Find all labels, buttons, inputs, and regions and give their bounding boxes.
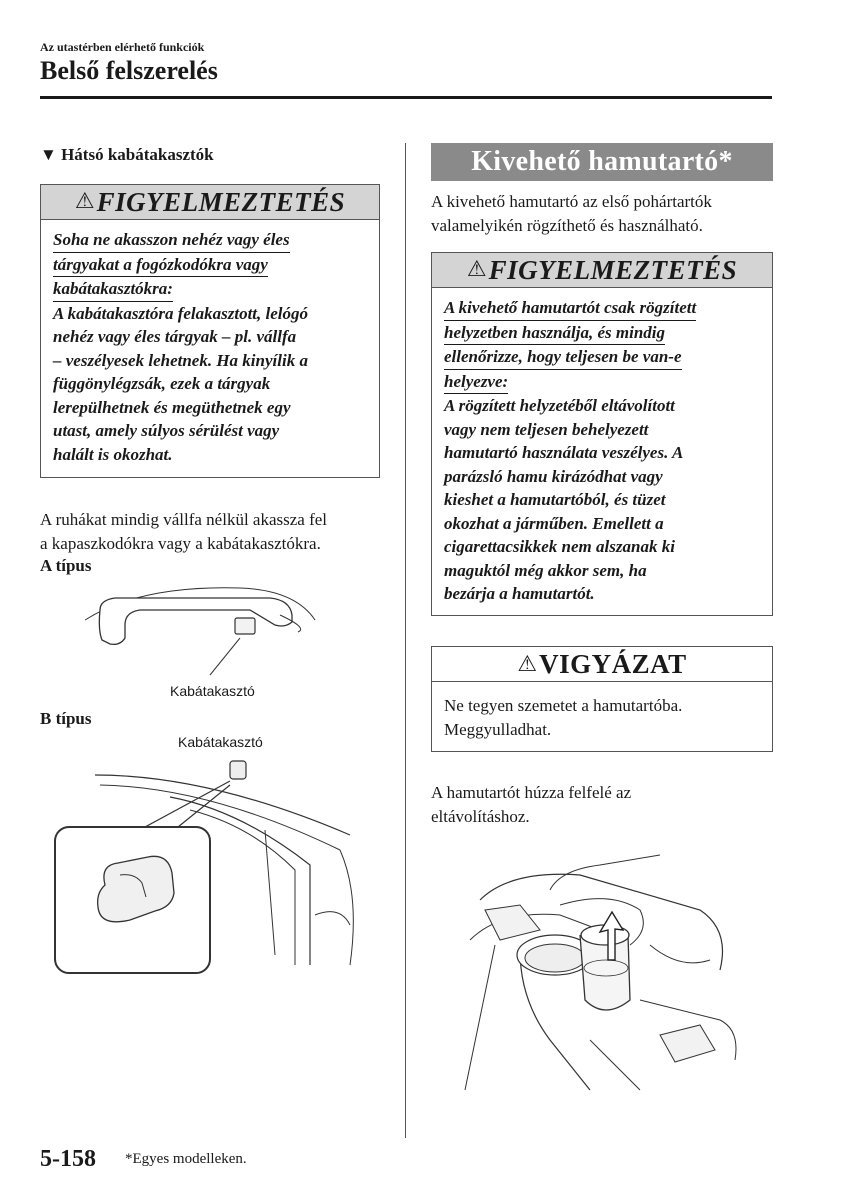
paragraph-line: A ruhákat mindig vállfa nélkül akassza fel bbox=[40, 510, 328, 529]
warning-header bbox=[41, 185, 379, 220]
warning-text-line: – veszélyesek lehetnek. Ha kinyílik a bbox=[53, 350, 308, 370]
warning-triangle-icon: ⚠ bbox=[466, 257, 487, 282]
warning-lead-line: helyezve: bbox=[444, 370, 508, 395]
warning-text-line: hamutartó használata veszélyes. A bbox=[444, 443, 684, 462]
subheading-coat-hooks bbox=[40, 145, 214, 165]
warning-text-line: halált is okozhat. bbox=[53, 444, 173, 464]
paragraph-line: valamelyikén rögzíthető és használható. bbox=[431, 216, 703, 235]
warning-title: FIGYELMEZTETÉS bbox=[96, 186, 346, 217]
warning-lead-line: A kivehető hamutartót csak rögzített bbox=[444, 296, 696, 321]
warning-text-line: okozhat a járműben. Emellett a bbox=[444, 513, 664, 533]
warning-text-line: A kabátakasztóra felakasztott, lelógó bbox=[53, 303, 309, 323]
type-b-label: B típus bbox=[40, 709, 92, 728]
warning-header bbox=[432, 253, 772, 288]
type-b-caption: Kabátakasztó bbox=[178, 734, 263, 750]
warning-text-line: vagy nem teljesen behelyezett bbox=[444, 419, 649, 439]
warning-text-line: bezárja a hamutartót. bbox=[444, 584, 595, 603]
type-a-illustration bbox=[80, 580, 340, 685]
warning-box-coat-hooks bbox=[40, 184, 380, 478]
warning-text-line: függönylégzsák, ezek a tárgyak bbox=[53, 374, 271, 393]
warning-text-line: parázsló hamu kirázódhat vagy bbox=[444, 466, 663, 486]
paragraph-hang-clothes bbox=[40, 508, 327, 556]
section-label: Az utastérben elérhető funkciók bbox=[40, 40, 205, 54]
warning-lead-line: ellenőrizze, hogy teljesen be van-e bbox=[444, 345, 682, 370]
ashtray-intro bbox=[431, 190, 712, 238]
removal-instruction bbox=[431, 781, 631, 829]
triangle-down-icon: ▼ bbox=[40, 145, 57, 164]
type-b-illustration bbox=[50, 755, 380, 975]
warning-text-line: lerepülhetnek és megüthetnek egy bbox=[53, 397, 291, 417]
caution-header bbox=[432, 647, 772, 682]
paragraph-line: A hamutartót húzza felfelé az bbox=[431, 783, 632, 802]
warning-text-line: A rögzített helyzetéből eltávolított bbox=[444, 396, 675, 415]
subheading-text: Hátsó kabátakasztók bbox=[61, 145, 214, 164]
warning-triangle-icon: ⚠ bbox=[517, 651, 538, 677]
warning-text-line: nehéz vagy éles tárgyak – pl. vállfa bbox=[53, 327, 297, 346]
section-banner-ashtray: Kivehető hamutartó* bbox=[431, 143, 773, 181]
warning-text-line: utast, amely súlyos sérülést vagy bbox=[53, 421, 280, 440]
warning-box-ashtray bbox=[431, 252, 773, 616]
footnote: *Egyes modelleken. bbox=[125, 1151, 247, 1167]
warning-text-line: maguktól még akkor sem, ha bbox=[444, 560, 647, 580]
paragraph-line: a kapaszkodókra vagy a kabátakasztókra. bbox=[40, 534, 321, 553]
type-a-label: A típus bbox=[40, 556, 92, 575]
warning-lead-line: kabátakasztókra: bbox=[53, 277, 173, 302]
caution-text-line: Meggyulladhat. bbox=[444, 720, 552, 739]
warning-triangle-icon: ⚠ bbox=[74, 189, 95, 214]
warning-lead-line: helyzetben használja, és mindig bbox=[444, 321, 665, 346]
ashtray-removal-illustration bbox=[460, 850, 750, 1095]
warning-body bbox=[41, 220, 379, 466]
caution-body bbox=[432, 682, 772, 742]
title-rule bbox=[40, 96, 772, 99]
paragraph-line: A kivehető hamutartó az első pohártartók bbox=[431, 192, 712, 211]
type-a-caption: Kabátakasztó bbox=[170, 683, 255, 699]
caution-title: VIGYÁZAT bbox=[539, 648, 687, 679]
column-divider bbox=[405, 143, 406, 1138]
page-title: Belső felszerelés bbox=[40, 56, 218, 85]
caution-text-line: Ne tegyen szemetet a hamutartóba. bbox=[444, 696, 683, 715]
paragraph-line: eltávolításhoz. bbox=[431, 807, 530, 826]
warning-title: FIGYELMEZTETÉS bbox=[488, 254, 738, 285]
warning-lead-line: Soha ne akasszon nehéz vagy éles bbox=[53, 228, 290, 253]
warning-text-line: kieshet a hamutartóból, és tüzet bbox=[444, 490, 666, 509]
warning-lead-line: tárgyakat a fogózkodókra vagy bbox=[53, 253, 268, 278]
page-number: 5-158 bbox=[40, 1146, 96, 1172]
warning-text-line: cigarettacsikkek nem alszanak ki bbox=[444, 537, 675, 556]
warning-body bbox=[432, 288, 772, 606]
caution-box-ashtray bbox=[431, 646, 773, 752]
